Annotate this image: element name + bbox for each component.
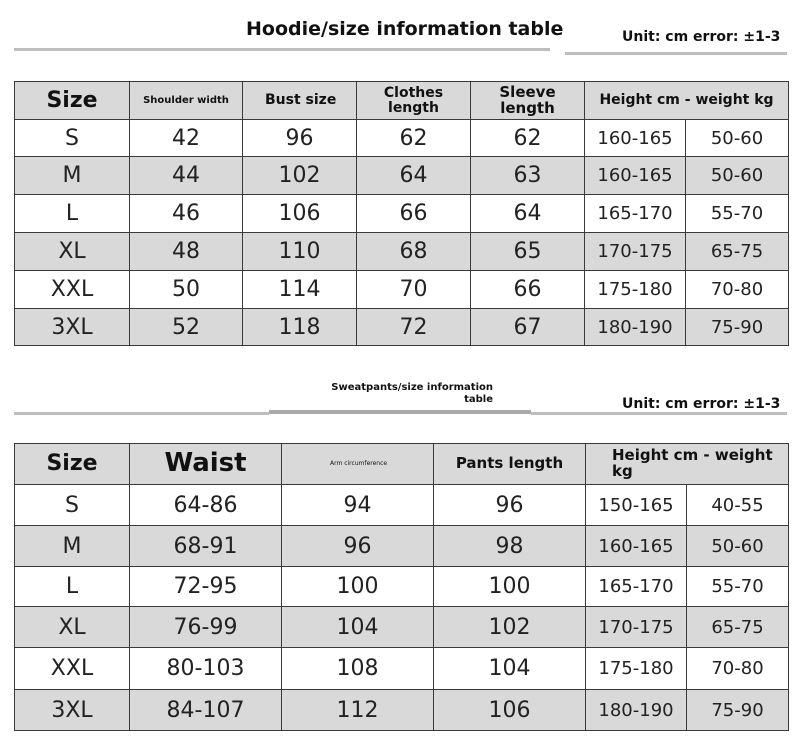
table-row xyxy=(15,195,789,233)
height-cell: 170-175 xyxy=(585,233,686,271)
table-row xyxy=(15,271,789,309)
sleeve-cell: 64 xyxy=(471,195,585,233)
hoodie-header-row xyxy=(15,82,789,120)
bust-cell: 102 xyxy=(243,157,357,195)
clothes-cell: 72 xyxy=(357,309,471,346)
height-cell: 160-165 xyxy=(585,120,686,157)
size-cell: XL xyxy=(15,607,130,648)
shoulder-cell: 44 xyxy=(130,157,243,195)
size-cell: L xyxy=(15,567,130,607)
sweatpants-header-row xyxy=(15,444,789,485)
pants-cell: 104 xyxy=(434,648,586,690)
weight-cell: 55-70 xyxy=(687,567,789,607)
weight-cell: 40-55 xyxy=(687,485,789,526)
sweatpants-table-title: Sweatpants/size information table xyxy=(331,382,493,405)
clothes-length-header: Clothes length xyxy=(357,82,471,120)
shoulder-cell: 42 xyxy=(130,120,243,157)
table-row xyxy=(15,485,789,526)
size-cell: 3XL xyxy=(15,309,130,346)
height-cell: 160-165 xyxy=(586,526,687,567)
height-cell: 150-165 xyxy=(586,485,687,526)
weight-cell: 75-90 xyxy=(686,309,789,346)
arm-circumference-header: Arm circumference xyxy=(282,444,434,485)
size-cell: L xyxy=(15,195,130,233)
hoodie-title-divider xyxy=(14,48,550,51)
size-cell: 3XL xyxy=(15,690,130,731)
weight-cell: 65-75 xyxy=(687,607,789,648)
pants-cell: 102 xyxy=(434,607,586,648)
table-row xyxy=(15,120,789,157)
shoulder-cell: 52 xyxy=(130,309,243,346)
waist-cell: 80-103 xyxy=(130,648,282,690)
height-cell: 165-170 xyxy=(585,195,686,233)
size-cell: XL xyxy=(15,233,130,271)
waist-cell: 76-99 xyxy=(130,607,282,648)
clothes-cell: 70 xyxy=(357,271,471,309)
size-cell: M xyxy=(15,526,130,567)
size-cell: S xyxy=(15,485,130,526)
waist-cell: 64-86 xyxy=(130,485,282,526)
arm-cell: 94 xyxy=(282,485,434,526)
hoodie-size-table xyxy=(14,81,789,346)
height-cell: 175-180 xyxy=(586,648,687,690)
table-row xyxy=(15,157,789,195)
arm-cell: 112 xyxy=(282,690,434,731)
size-cell: M xyxy=(15,157,130,195)
shoulder-cell: 48 xyxy=(130,233,243,271)
bust-cell: 106 xyxy=(243,195,357,233)
pants-length-header: Pants length xyxy=(434,444,586,485)
weight-cell: 50-60 xyxy=(686,120,789,157)
size-cell: S xyxy=(15,120,130,157)
height-weight-header: Height cm - weight kg xyxy=(586,444,789,485)
hoodie-unit-divider xyxy=(565,52,787,55)
shoulder-cell: 50 xyxy=(130,271,243,309)
clothes-cell: 66 xyxy=(357,195,471,233)
arm-cell: 108 xyxy=(282,648,434,690)
shoulder-cell: 46 xyxy=(130,195,243,233)
weight-cell: 70-80 xyxy=(687,648,789,690)
pants-cell: 98 xyxy=(434,526,586,567)
hoodie-table-title: Hoodie/size information table xyxy=(246,18,564,40)
sleeve-cell: 66 xyxy=(471,271,585,309)
height-cell: 180-190 xyxy=(586,690,687,731)
table-row xyxy=(15,648,789,690)
size-cell: XXL xyxy=(15,271,130,309)
sleeve-cell: 62 xyxy=(471,120,585,157)
sleeve-length-header: Sleeve length xyxy=(471,82,585,120)
weight-cell: 70-80 xyxy=(686,271,789,309)
weight-cell: 75-90 xyxy=(687,690,789,731)
sleeve-cell: 65 xyxy=(471,233,585,271)
weight-cell: 55-70 xyxy=(686,195,789,233)
sleeve-cell: 67 xyxy=(471,309,585,346)
sweatpants-title-divider-right xyxy=(531,412,787,415)
sweatpants-unit-note: Unit: cm error: ±1-3 xyxy=(622,396,781,412)
pants-cell: 96 xyxy=(434,485,586,526)
weight-cell: 65-75 xyxy=(686,233,789,271)
waist-cell: 84-107 xyxy=(130,690,282,731)
table-row xyxy=(15,567,789,607)
clothes-cell: 62 xyxy=(357,120,471,157)
sweatpants-title-divider-left xyxy=(14,412,269,415)
hoodie-unit-note: Unit: cm error: ±1-3 xyxy=(622,29,781,45)
bust-cell: 110 xyxy=(243,233,357,271)
weight-cell: 50-60 xyxy=(687,526,789,567)
sleeve-cell: 63 xyxy=(471,157,585,195)
height-cell: 180-190 xyxy=(585,309,686,346)
table-row xyxy=(15,233,789,271)
table-row xyxy=(15,526,789,567)
table-row xyxy=(15,690,789,731)
height-weight-header: Height cm - weight kg xyxy=(585,82,789,120)
height-cell: 160-165 xyxy=(585,157,686,195)
bust-cell: 96 xyxy=(243,120,357,157)
sweatpants-title-divider-center xyxy=(269,410,531,414)
arm-cell: 96 xyxy=(282,526,434,567)
pants-cell: 106 xyxy=(434,690,586,731)
waist-header: Waist xyxy=(130,444,282,485)
pants-cell: 100 xyxy=(434,567,586,607)
shoulder-width-header: Shoulder width xyxy=(130,82,243,120)
height-cell: 170-175 xyxy=(586,607,687,648)
clothes-cell: 68 xyxy=(357,233,471,271)
arm-cell: 100 xyxy=(282,567,434,607)
table-row xyxy=(15,309,789,346)
height-cell: 165-170 xyxy=(586,567,687,607)
bust-size-header: Bust size xyxy=(243,82,357,120)
weight-cell: 50-60 xyxy=(686,157,789,195)
height-cell: 175-180 xyxy=(585,271,686,309)
size-header: Size xyxy=(15,444,130,485)
waist-cell: 72-95 xyxy=(130,567,282,607)
arm-cell: 104 xyxy=(282,607,434,648)
bust-cell: 118 xyxy=(243,309,357,346)
sweatpants-size-table xyxy=(14,443,789,731)
table-row xyxy=(15,607,789,648)
waist-cell: 68-91 xyxy=(130,526,282,567)
size-header: Size xyxy=(15,82,130,120)
size-cell: XXL xyxy=(15,648,130,690)
bust-cell: 114 xyxy=(243,271,357,309)
clothes-cell: 64 xyxy=(357,157,471,195)
